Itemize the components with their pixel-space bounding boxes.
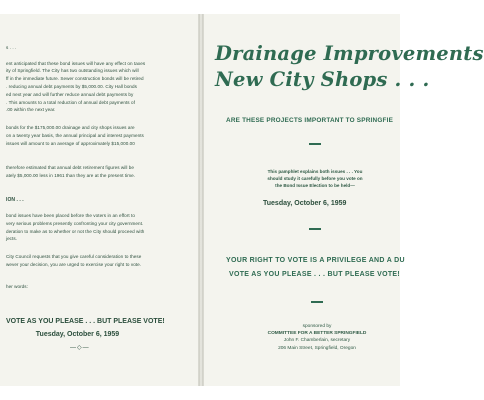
left-text-line: bond issues have been placed before the voters in an effort to — [6, 213, 135, 218]
title-line-2: New City Shops . . . — [215, 68, 430, 91]
left-vote-line: VOTE AS YOU PLEASE . . . BUT PLEASE VOTE! — [6, 318, 165, 325]
left-text-line: deration to make as to whether or not the City should proceed with — [6, 228, 145, 234]
left-text-line: ent anticipated that these bond issues will have any effect on taxes — [6, 60, 146, 66]
right-election-date: Tuesday, October 6, 1959 — [263, 200, 347, 207]
left-text-line: ff in the immediate future. Sewer construction bonds will be retired — [6, 76, 144, 82]
left-paragraph — [6, 164, 205, 180]
subheading: ARE THESE PROJECTS IMPORTANT TO SPRINGFIE — [226, 117, 394, 124]
left-text-line: . reducing annual debt payments by $5,000.00. City Hall bonds — [6, 83, 137, 89]
left-paragraph — [6, 283, 205, 291]
pamphlet-line-1: This pamphlet explains both issues . . . You — [267, 169, 363, 174]
divider-dash-2 — [309, 228, 321, 230]
title-line-1: Drainage Improvements — [215, 42, 484, 65]
left-paragraph — [6, 44, 205, 114]
sponsor-committee: COMMITTEE FOR A BETTER SPRINGFIELD — [267, 331, 367, 337]
divider-dash-3 — [311, 301, 323, 303]
left-ornament: —◇— — [70, 345, 90, 351]
sponsor-block — [252, 323, 382, 352]
left-text-line: ed next year and will further reduce annual debt payments by — [6, 91, 134, 97]
left-text-line: therefore estimated that annual debt retirement figures will be — [6, 165, 135, 170]
left-text-line — [6, 52, 205, 60]
sponsored-by: sponsored by — [302, 324, 332, 329]
left-text-line: very serious problems presently confronting your city government. — [6, 220, 144, 226]
left-text-line: ately $5,000.00 less in 1961 than they are at the present time. — [6, 172, 136, 178]
left-paragraph — [6, 253, 205, 269]
left-text-line: City Council requests that you give careful consideration to these — [6, 254, 142, 259]
left-section-heading — [6, 197, 205, 205]
left-text-line: wever your decision, you are urged to exercise your right to vote. — [6, 261, 142, 267]
pamphlet-line-2: should study it carefully before you vote on — [267, 176, 363, 181]
left-text-line: ity of Springfield. The City has two outstanding issues which will — [6, 68, 139, 74]
sponsor-person: John F. Chamberlain, secretary — [283, 338, 351, 344]
left-text-line: on a twenty year basis, the annual principal and interest payments — [6, 132, 144, 138]
left-text-line: jects. — [6, 236, 18, 242]
left-text-line: .00 within the next year. — [6, 107, 56, 113]
pamphlet-line-3: the Bond Issue Election to be held— — [275, 183, 355, 188]
pamphlet-note — [250, 168, 380, 189]
left-text-line: ION . . . — [6, 197, 24, 203]
sponsor-address: 206 Main Street, Springfield, Oregon — [278, 345, 356, 351]
left-paragraph — [6, 212, 205, 243]
left-election-date: Tuesday, October 6, 1959 — [35, 331, 120, 338]
divider-dash-1 — [309, 143, 321, 145]
left-paragraph — [6, 124, 205, 147]
right-to-vote-line: YOUR RIGHT TO VOTE IS A PRIVILEGE AND A DU — [226, 257, 405, 264]
left-text-line: bonds for the $175,000.00 drainage and city shops issues are — [6, 125, 135, 130]
left-text-line: . This amounts to a total reduction of annual debt payments of — [6, 99, 135, 105]
left-text-line: issues will amount to an average of approximately $15,000.00 — [6, 140, 135, 146]
left-text-line: her words: — [6, 284, 28, 289]
left-text-line: s . . . — [6, 45, 17, 50]
right-vote-please: VOTE AS YOU PLEASE . . . BUT PLEASE VOTE! — [229, 271, 400, 278]
